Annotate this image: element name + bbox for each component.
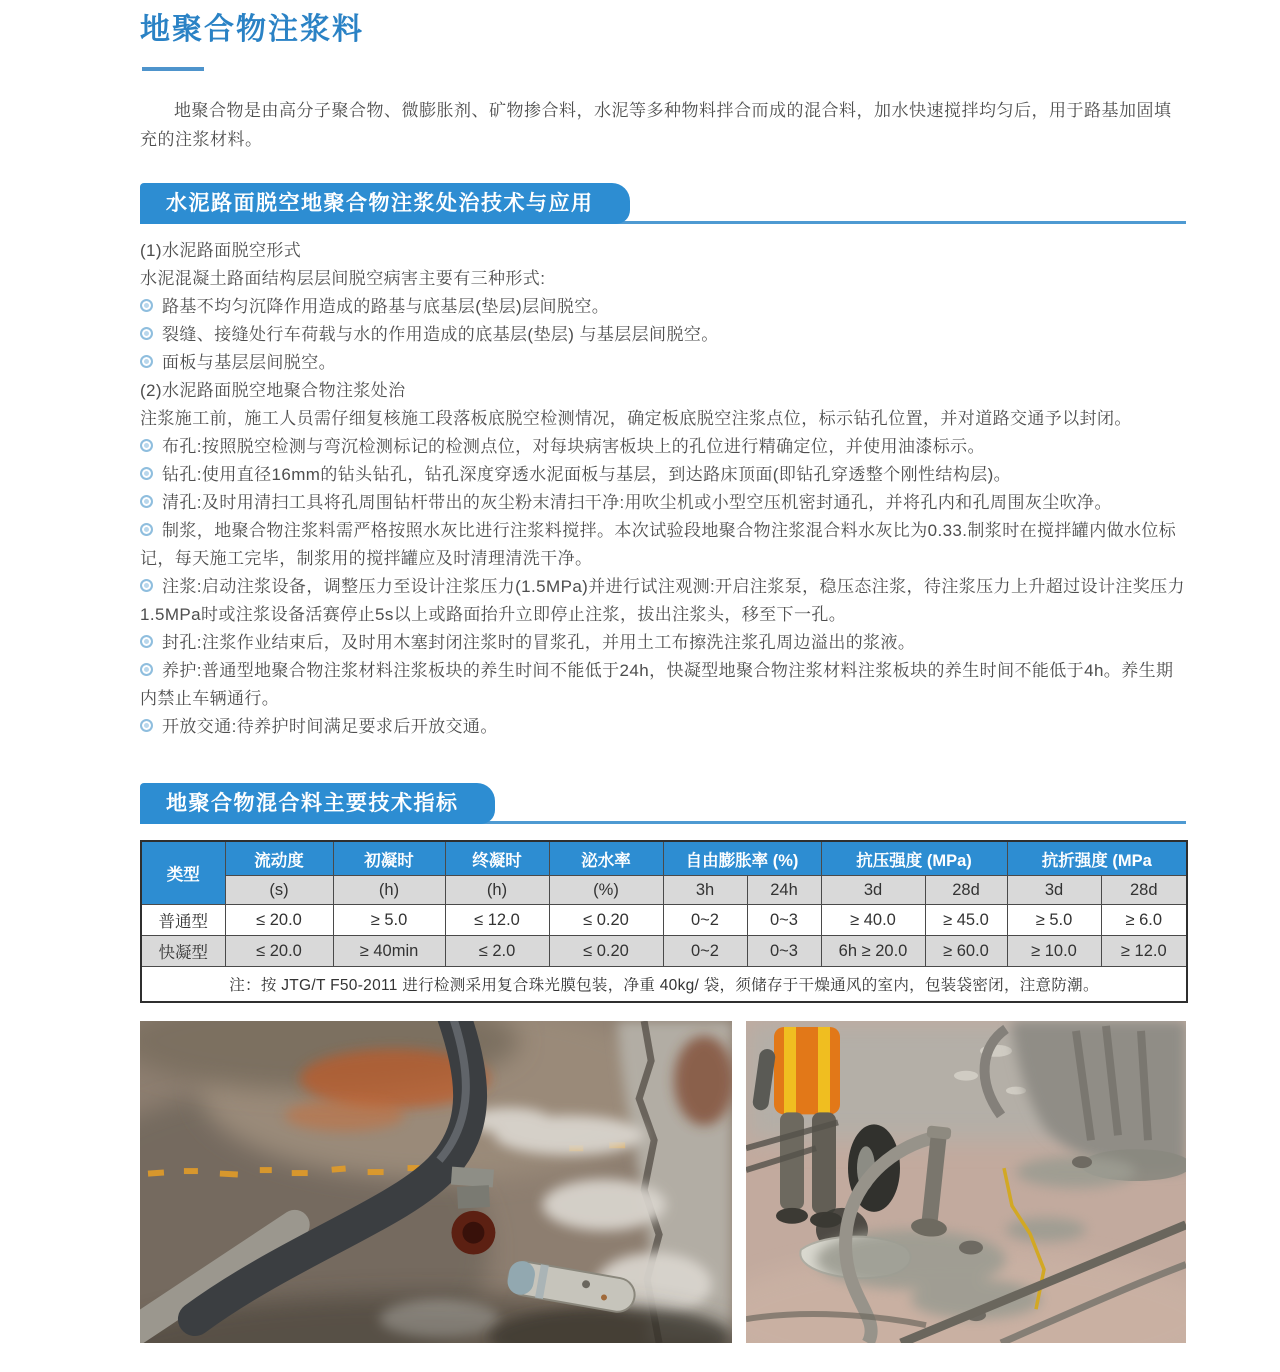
section1-heading: 水泥路面脱空地聚合物注浆处治技术与应用 [140, 183, 630, 224]
bullet-line: 注浆:启动注浆设备，调整压力至设计注浆压力(1.5MPa)并进行试注观测:开启注浆泵，稳压态注浆，待注浆压力上升超过设计注奖压力1.5MPa时或注浆设备活赛停止5s以上或路面抬升立即停止注浆，拔出注浆头，移至下一孔。 [140, 577, 1185, 624]
table-header-row-groups [141, 841, 1187, 876]
cell: ≤ 12.0 [445, 905, 549, 936]
bullet-line: 封孔:注浆作业结束后，及时用木塞封闭注浆时的冒浆孔，并用土工布擦洗注浆孔周边溢出的浆液。 [140, 629, 1186, 657]
cell: ≥ 5.0 [333, 905, 445, 936]
sub-header: 24h [747, 876, 821, 905]
cell: ≥ 5.0 [1007, 905, 1101, 936]
sub-header: 28d [1101, 876, 1187, 905]
bullet-line: 裂缝、接缝处行车荷载与水的作用造成的底基层(垫层) 与基层层间脱空。 [140, 321, 1186, 349]
photo-grouting-worksite [746, 1021, 1186, 1343]
col-header-compressive-strength: 抗压强度 (MPa) [821, 841, 1007, 876]
sub-header: 3h [663, 876, 747, 905]
section2-heading-row [140, 783, 1186, 824]
table-row-ordinary [141, 905, 1187, 936]
table-note-row [141, 967, 1187, 1003]
bullet-line: 制浆，地聚合物注浆料需严格按照水灰比进行注浆料搅拌。本次试验段地聚合物注浆混合料水灰比为0.33.制浆时在搅拌罐内做水位标记，每天施工完毕，制浆用的搅拌罐应及时清理清洗干净。 [140, 521, 1177, 568]
title-underline [142, 67, 204, 71]
cell: ≥ 40min [333, 936, 445, 967]
cell: ≥ 6.0 [1101, 905, 1187, 936]
table-header-row-units [141, 876, 1187, 905]
bullseye-bullet-icon [140, 439, 153, 452]
sub-header: (h) [333, 876, 445, 905]
photo-grout-injection-hole [140, 1021, 732, 1343]
text-line: 水泥混凝土路面结构层层间脱空病害主要有三种形式: [140, 269, 546, 288]
bullseye-bullet-icon [140, 299, 153, 312]
cell: ≤ 0.20 [549, 936, 663, 967]
section1-body [140, 237, 1186, 741]
intro-paragraph: 地聚合物是由高分子聚合物、微膨胀剂、矿物掺合料，水泥等多种物料拌合而成的混合料，加水快速搅拌均匀后，用于路基加固填充的注浆材料。 [140, 101, 1172, 149]
bullet-line: 钻孔:使用直径16mm的钻头钻孔，钻孔深度穿透水泥面板与基层，到达路床顶面(即钻孔穿透整个刚性结构层)。 [140, 461, 1186, 489]
col-header-final-set: 终凝时 [445, 841, 549, 876]
technical-spec-table [140, 840, 1188, 1003]
bullseye-bullet-icon [140, 635, 153, 648]
bullet-line: 清孔:及时用清扫工具将孔周围钻杆带出的灰尘粉末清扫干净:用吹尘机或小型空压机密封通孔，并将孔内和孔周围灰尘吹净。 [140, 489, 1186, 517]
bullseye-bullet-icon [140, 579, 153, 592]
photo-gallery [140, 1021, 1186, 1343]
bullseye-bullet-icon [140, 355, 153, 368]
text-line: (2)水泥路面脱空地聚合物注浆处治 [140, 381, 406, 400]
row-type: 快凝型 [141, 936, 225, 967]
col-header-initial-set: 初凝时 [333, 841, 445, 876]
bullet-line: 布孔:按照脱空检测与弯沉检测标记的检测点位，对每块病害板块上的孔位进行精确定位，并使用油漆标示。 [140, 433, 1186, 461]
bullseye-bullet-icon [140, 327, 153, 340]
col-header-flexural-strength: 抗折强度 (MPa [1007, 841, 1187, 876]
sub-header: (s) [225, 876, 333, 905]
col-header-fluidity: 流动度 [225, 841, 333, 876]
cell: 0~3 [747, 936, 821, 967]
section2-heading: 地聚合物混合料主要技术指标 [140, 783, 495, 824]
cell: ≤ 0.20 [549, 905, 663, 936]
cell: 0~2 [663, 905, 747, 936]
cell: ≥ 45.0 [925, 905, 1007, 936]
sub-header: 28d [925, 876, 1007, 905]
text-line: 注浆施工前，施工人员需仔细复核施工段落板底脱空检测情况，确定板底脱空注浆点位，标示钻孔位置，并对道路交通予以封闭。 [140, 409, 1132, 428]
col-header-bleeding: 泌水率 [549, 841, 663, 876]
photo-grout-injection-hole-art [140, 1021, 732, 1343]
document-page [140, 0, 1186, 1343]
bullseye-bullet-icon [140, 663, 153, 676]
cell: 6h ≥ 20.0 [821, 936, 925, 967]
table-note: 注：按 JTG/T F50-2011 进行检测采用复合珠光膜包装，净重 40kg/ 袋，须储存于干燥通风的室内，包装袋密闭，注意防潮。 [141, 967, 1187, 1003]
section1-heading-row [140, 183, 1186, 224]
row-type: 普通型 [141, 905, 225, 936]
col-header-free-expansion: 自由膨胀率 (%) [663, 841, 821, 876]
sub-header: 3d [821, 876, 925, 905]
cell: ≤ 20.0 [225, 936, 333, 967]
bullseye-bullet-icon [140, 719, 153, 732]
bullseye-bullet-icon [140, 467, 153, 480]
bullet-line: 养护:普通型地聚合物注浆材料注浆板块的养生时间不能低于24h，快凝型地聚合物注浆材料注浆板块的养生时间不能低于4h。养生期内禁止车辆通行。 [140, 661, 1174, 708]
col-header-type: 类型 [141, 841, 225, 905]
cell: 0~3 [747, 905, 821, 936]
cell: ≤ 2.0 [445, 936, 549, 967]
page-title: 地聚合物注浆料 [140, 13, 364, 46]
bullet-line: 路基不均匀沉降作用造成的路基与底基层(垫层)层间脱空。 [140, 293, 1186, 321]
bullet-line: 开放交通:待养护时间满足要求后开放交通。 [140, 713, 1186, 741]
sub-header: 3d [1007, 876, 1101, 905]
bullseye-bullet-icon [140, 523, 153, 536]
cell: ≥ 40.0 [821, 905, 925, 936]
cell: ≥ 60.0 [925, 936, 1007, 967]
cell: ≥ 12.0 [1101, 936, 1187, 967]
text-line: (1)水泥路面脱空形式 [140, 241, 302, 260]
sub-header: (h) [445, 876, 549, 905]
cell: 0~2 [663, 936, 747, 967]
sub-header: (%) [549, 876, 663, 905]
cell: ≤ 20.0 [225, 905, 333, 936]
cell: ≥ 10.0 [1007, 936, 1101, 967]
bullet-line: 面板与基层层间脱空。 [140, 349, 1186, 377]
table-row-rapid [141, 936, 1187, 967]
photo-grouting-worksite-art [746, 1021, 1186, 1343]
bullseye-bullet-icon [140, 495, 153, 508]
